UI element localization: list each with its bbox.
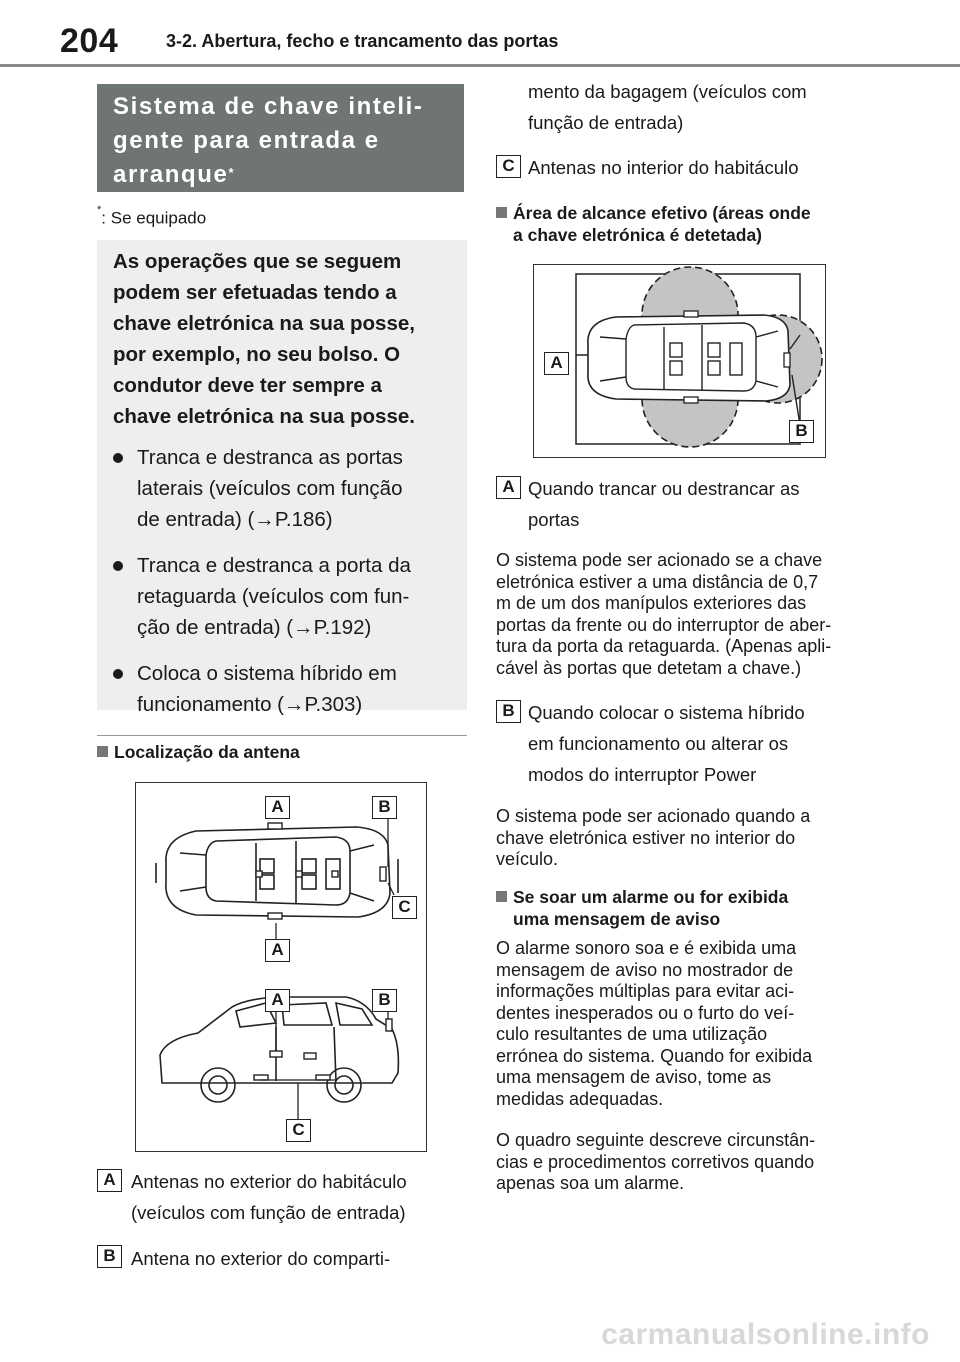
square-bullet-icon bbox=[97, 746, 108, 757]
page-number: 204 bbox=[60, 22, 119, 60]
note-lead-1: As operações que se seguem bbox=[113, 250, 402, 273]
antenna-location-figure bbox=[135, 782, 427, 1152]
alarm-paragraph-2: O quadro seguinte descreve circunstân- cias e procedimentos corretivos quando apenas soa um alarme. bbox=[496, 1130, 816, 1193]
note-list-item: Tranca e destranca a porta da retaguarda (veículos com fun- ção de entrada) (→P.192) bbox=[113, 550, 453, 643]
note-lead-3: chave eletrónica na sua posse, bbox=[113, 312, 415, 335]
note-list-item: Tranca e destranca as portas laterais (veículos com função de entrada) (→P.186) bbox=[113, 442, 453, 535]
figure-label-a-top: A bbox=[265, 796, 290, 819]
detection-area-diagram bbox=[534, 265, 824, 456]
range-label-b: B bbox=[789, 420, 814, 443]
antenna-item-b-part2: mento da bagagem (veículos com função de entrada) bbox=[528, 81, 807, 133]
figure-label-b-top: B bbox=[372, 796, 397, 819]
square-bullet-icon bbox=[496, 207, 507, 218]
item-label-range-b: B bbox=[496, 700, 521, 723]
antenna-diagram bbox=[136, 783, 425, 1150]
range-heading: Área de alcance efetivo (áreas onde a chave eletrónica é detetada) bbox=[496, 202, 811, 246]
figure-label-c-top: C bbox=[392, 896, 417, 919]
section-title-line-2: gente para entrada e bbox=[113, 127, 380, 154]
figure-label-a-bottom: A bbox=[265, 939, 290, 962]
figure-label-a-side: A bbox=[265, 989, 290, 1012]
range-paragraph-b: O sistema pode ser acionado quando a chave eletrónica estiver no interior do veículo. bbox=[496, 806, 811, 869]
bullet-icon bbox=[113, 669, 123, 679]
range-item-a: Quando trancar ou destrancar as portas bbox=[528, 478, 800, 530]
range-label-a: A bbox=[544, 352, 569, 375]
footnote: *: Se equipado bbox=[97, 204, 207, 228]
section-title-box bbox=[97, 84, 464, 192]
note-lead-2: podem ser efetuadas tendo a bbox=[113, 281, 397, 304]
note-lead-6: chave eletrónica na sua posse. bbox=[113, 405, 415, 428]
title-asterisk: * bbox=[228, 165, 236, 180]
figure-label-c-side: C bbox=[286, 1119, 311, 1142]
alarm-paragraph-1: O alarme sonoro soa e é exibida uma mensagem de aviso no mostrador de informações múltiplas para evitar aci- dentes inesperados ou o furto do veí- culo resultantes de uma utilização errónea do sistema. Quando for exibida uma mensagem de aviso, tome as medidas adequadas. bbox=[496, 938, 813, 1109]
header-rule bbox=[0, 64, 960, 67]
square-bullet-icon bbox=[496, 891, 507, 902]
antenna-item-a: Antenas no exterior do habitáculo (veículos com função de entrada) bbox=[131, 1171, 407, 1223]
chapter-title: 3-2. Abertura, fecho e trancamento das portas bbox=[166, 31, 559, 51]
section-divider bbox=[97, 735, 467, 736]
figure-label-b-side: B bbox=[372, 989, 397, 1012]
item-label-c: C bbox=[496, 155, 521, 178]
section-title-line-1: Sistema de chave inteli- bbox=[113, 93, 424, 120]
antenna-item-c: Antenas no interior do habitáculo bbox=[528, 157, 799, 178]
item-label-a: A bbox=[97, 1169, 122, 1192]
item-label-b: B bbox=[97, 1245, 122, 1268]
note-list-item: Coloca o sistema híbrido em funcionamento (→P.303) bbox=[113, 658, 453, 720]
note-lead-5: condutor deve ter sempre a bbox=[113, 374, 382, 397]
note-list bbox=[113, 442, 453, 720]
note-lead-4: por exemplo, no seu bolso. O bbox=[113, 343, 401, 366]
antenna-heading: Localização da antena bbox=[97, 741, 300, 763]
watermark: carmanualsonline.info bbox=[601, 1318, 930, 1351]
section-title-line-3: arranque* bbox=[113, 161, 236, 188]
range-item-b: Quando colocar o sistema híbrido em funcionamento ou alterar os modos do interruptor Power bbox=[528, 702, 805, 785]
item-label-range-a: A bbox=[496, 476, 521, 499]
detection-area-figure bbox=[533, 264, 826, 458]
info-note-box bbox=[97, 240, 467, 716]
bullet-icon bbox=[113, 453, 123, 463]
antenna-item-b-part1: Antena no exterior do comparti- bbox=[131, 1248, 391, 1269]
range-paragraph-a: O sistema pode ser acionado se a chave eletrónica estiver a uma distância de 0,7 m de um dos manípulos exteriores das portas da frente ou do interruptor de aber- tura da porta da retaguarda. (Apenas apli- cável às portas que detetam a chave.) bbox=[496, 550, 832, 678]
bullet-icon bbox=[113, 561, 123, 571]
alarm-heading: Se soar um alarme ou for exibida uma mensagem de aviso bbox=[496, 886, 788, 930]
